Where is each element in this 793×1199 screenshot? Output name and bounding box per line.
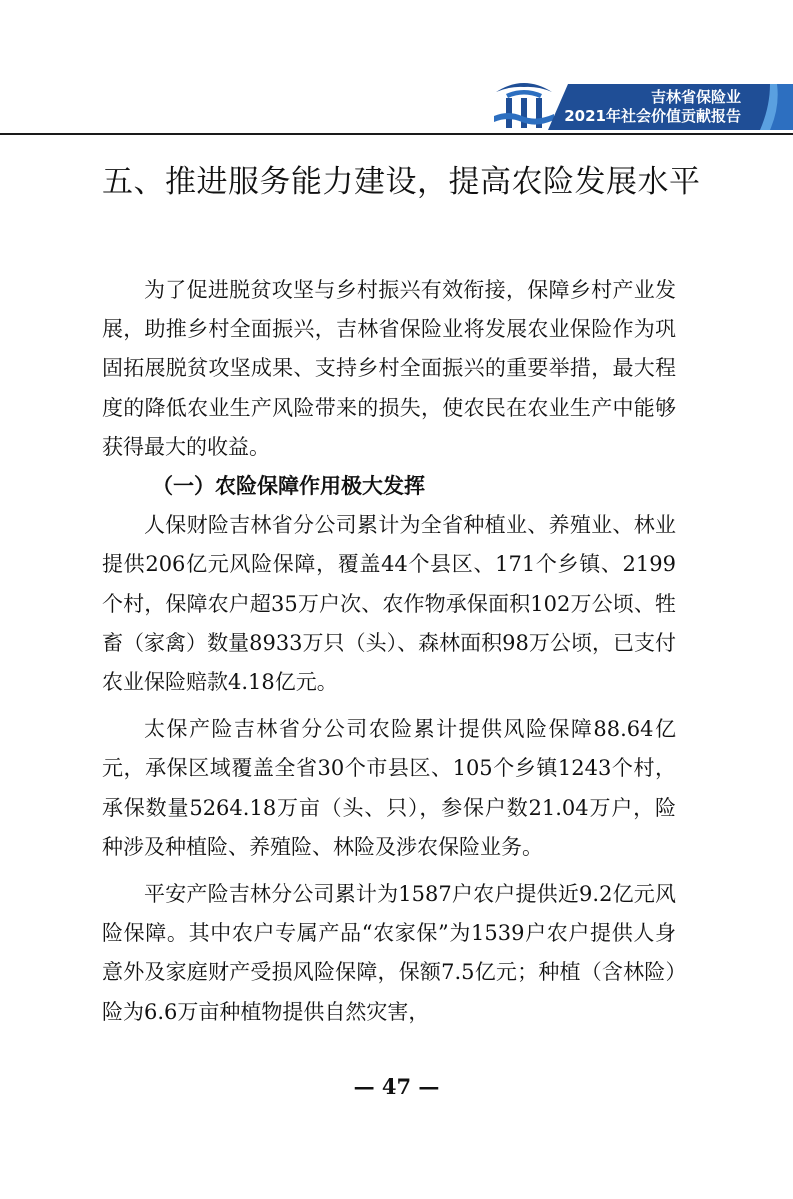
paragraph-pingan: 平安产险吉林分公司累计为1587户农户提供近9.2亿元风险保障。其中农户专属产品“农家保”为1539户农户提供人身意外及家庭财产受损风险保障，保额7.5亿元；种植（含林险）险为6.6万亩种植物提供自然灾害， — [102, 882, 676, 1024]
insurance-association-logo-icon — [492, 76, 556, 132]
intro-paragraph: 为了促进脱贫攻坚与乡村振兴有效衔接，保障乡村产业发展，助推乡村全面振兴，吉林省保险业将发展农业保险作为巩固拓展脱贫攻坚成果、支持乡村全面振兴的重要举措，最大程度的降低农业生产风险带来的损失，使农民在农业生产中能够获得最大的收益。 — [102, 278, 676, 459]
page-header — [0, 0, 793, 140]
paragraph-picc: 人保财险吉林省分公司累计为全省种植业、养殖业、林业提供206亿元风险保障，覆盖44个县区、171个乡镇、2199个村，保障农户超35万户次、农作物承保面积102万公顷、牲畜（家禽）数量8933万只（头）、森林面积98万公顷，已支付农业保险赔款4.18亿元。 — [102, 513, 676, 695]
report-title — [564, 88, 741, 126]
section-title: 五、推进服务能力建设，提高农险发展水平 — [102, 164, 701, 200]
body-text — [102, 271, 676, 1032]
subsection-title: （一）农险保障作用极大发挥 — [152, 474, 425, 499]
header-divider — [0, 133, 793, 135]
page-number: — 47 — — [353, 1074, 440, 1099]
report-title-line2: 2021年社会价值贡献报告 — [564, 107, 741, 125]
report-title-line1: 吉林省保险业 — [650, 88, 741, 106]
paragraph-cpic: 太保产险吉林省分公司农险累计提供风险保障88.64亿元，承保区域覆盖全省30个市县区、105个乡镇1243个村，承保数量5264.18万亩（头、只），参保户数21.04万户，险种涉及种植险、养殖险、林险及涉农保险业务。 — [102, 717, 676, 859]
